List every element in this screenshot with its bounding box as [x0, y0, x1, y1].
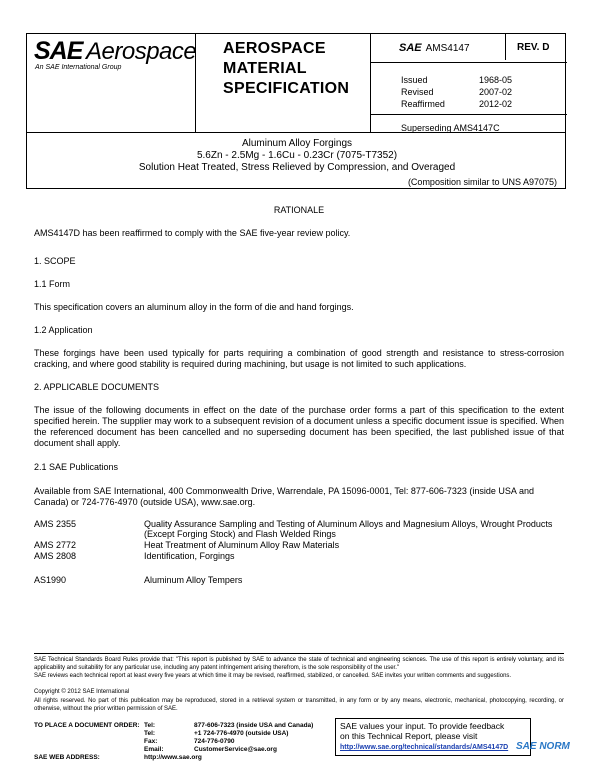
rationale-heading: RATIONALE	[273, 205, 325, 215]
ref-description: Heat Treatment of Aluminum Alloy Raw Materials	[144, 540, 340, 550]
ref-code: AMS 2355	[34, 519, 77, 529]
footer-review-note: SAE reviews each technical report at least every five years at which time it may be revised, reaffirmed, stabilized, or cancelled. SAE invites your written comments and suggestions.	[34, 673, 512, 679]
ref-description: Quality Assurance Sampling and Testing of Aluminum Alloys and Magnesium Alloys, Wrought Products (Except Forging Stock) and Flash Welded Rings	[144, 519, 553, 539]
subtitle-line: Aluminum Alloy Forgings	[241, 138, 353, 149]
tel2-label: Tel:	[144, 730, 156, 737]
ref-code: AMS 2808	[34, 551, 77, 561]
subtitle-line: 5.6Zn - 2.5Mg - 1.6Cu - 0.23Cr (7075-T7352)	[196, 150, 398, 161]
feedback-box	[335, 718, 531, 756]
divider	[505, 34, 506, 60]
issued-label: Issued	[401, 75, 428, 85]
subsection-heading: 2.1 SAE Publications	[34, 462, 119, 472]
fax-label: Fax:	[144, 738, 158, 745]
tel-value: 877-606-7323 (inside USA and Canada)	[194, 722, 314, 729]
subtitle-box	[26, 133, 566, 189]
aerospace-logo-text: Aerospace	[86, 38, 197, 65]
section-heading: 2. APPLICABLE DOCUMENTS	[34, 382, 160, 392]
paragraph: The issue of the following documents in effect on the date of the purchase order forms a part of this specification to the extent specified herein. The supplier may work to a subsequent revision of a document unless a specific document issue is specified. When the referenced document has been cancelled and no superseding document has been specified, the last published issue of that document shall apply.	[34, 405, 564, 448]
fax-value: 724-776-0790	[194, 738, 235, 745]
doc-prefix: SAE	[399, 42, 422, 54]
order-contact	[34, 722, 313, 762]
paragraph: These forgings have been used typically for parts requiring a combination of good strength and resistance to stress-corrosion cracking, and where good stability is required during machining, but usage is not limited to such applications.	[34, 348, 564, 369]
title-line: MATERIAL	[223, 60, 307, 77]
revised-value: 2007-02	[479, 87, 513, 97]
document-title	[223, 39, 349, 99]
issued-value: 1968-05	[479, 75, 513, 85]
revision: REV. D	[517, 42, 550, 53]
paragraph: Available from SAE International, 400 Commonwealth Drive, Warrendale, PA 15096-0001, Tel: 877-606-7323 (inside USA and Canada) or 724-776-4970 (outside USA), www.sae.org.	[34, 486, 534, 507]
feedback-line: SAE values your input. To provide feedback	[340, 721, 505, 731]
reaffirmed-value: 2012-02	[479, 99, 513, 109]
section-heading: 1. SCOPE	[34, 256, 76, 266]
title-line: AEROSPACE	[223, 40, 326, 57]
header-box	[26, 33, 566, 133]
superseding: Superseding AMS4147C	[401, 123, 500, 133]
divider	[370, 114, 567, 115]
logo-subtitle: An SAE International Group	[35, 64, 122, 71]
ref-description: Aluminum Alloy Tempers	[144, 575, 243, 585]
ref-code: AS1990	[34, 575, 67, 585]
rationale-text: AMS4147D has been reaffirmed to comply with the SAE five-year review policy.	[34, 228, 351, 238]
dates-block	[401, 74, 512, 110]
sae-logo: SAE	[34, 37, 83, 65]
divider	[370, 62, 567, 63]
composition-note: (Composition similar to UNS A97075)	[407, 177, 557, 187]
tel-label: Tel:	[144, 722, 156, 729]
feedback-link[interactable]: http://www.sae.org/technical/standards/AMS4147D	[340, 744, 509, 751]
footer-rights: All rights reserved. No part of this publication may be reproduced, stored in a retrieval system or transmitted, in any form or by any means, electronic, mechanical, photocopying, recording, or otherwise, without the prior written permission of SAE.	[34, 698, 564, 712]
subsection-heading: 1.1 Form	[34, 279, 71, 289]
email-value[interactable]: CustomerService@sae.org	[194, 746, 277, 753]
feedback-line: on this Technical Report, please visit	[340, 731, 478, 741]
footer-rule	[34, 653, 564, 654]
doc-number-value: AMS4147	[425, 43, 470, 54]
doc-number	[399, 42, 470, 54]
web-value[interactable]: http://www.sae.org	[144, 754, 202, 761]
email-label: Email:	[144, 746, 164, 753]
web-label: SAE WEB ADDRESS:	[34, 754, 100, 761]
subtitle-line: Solution Heat Treated, Stress Relieved by Compression, and Overaged	[138, 162, 456, 173]
revised-label: Revised	[401, 87, 434, 97]
footer-rules-note: SAE Technical Standards Board Rules provide that: "This report is published by SAE to advance the state of technical and engineering sciences. The use of this report is entirely voluntary, and its applicability and suitability for any particular use, including any patent infringement arising therefrom, is the sole responsibility of the user."	[34, 657, 564, 671]
ref-description: Identification, Forgings	[144, 551, 235, 561]
reaffirmed-label: Reaffirmed	[401, 99, 445, 109]
title-line: SPECIFICATION	[223, 80, 350, 97]
ref-code: AMS 2772	[34, 540, 77, 550]
footer-copyright: Copyright © 2012 SAE International	[34, 689, 130, 695]
tel2-value: +1 724-776-4970 (outside USA)	[194, 730, 289, 737]
paragraph: This specification covers an aluminum alloy in the form of die and hand forgings.	[34, 302, 354, 312]
watermark: SAE NORM	[516, 741, 570, 752]
references-list	[34, 519, 564, 589]
order-label: TO PLACE A DOCUMENT ORDER:	[34, 722, 140, 729]
subsection-heading: 1.2 Application	[34, 325, 93, 335]
divider	[370, 34, 371, 132]
